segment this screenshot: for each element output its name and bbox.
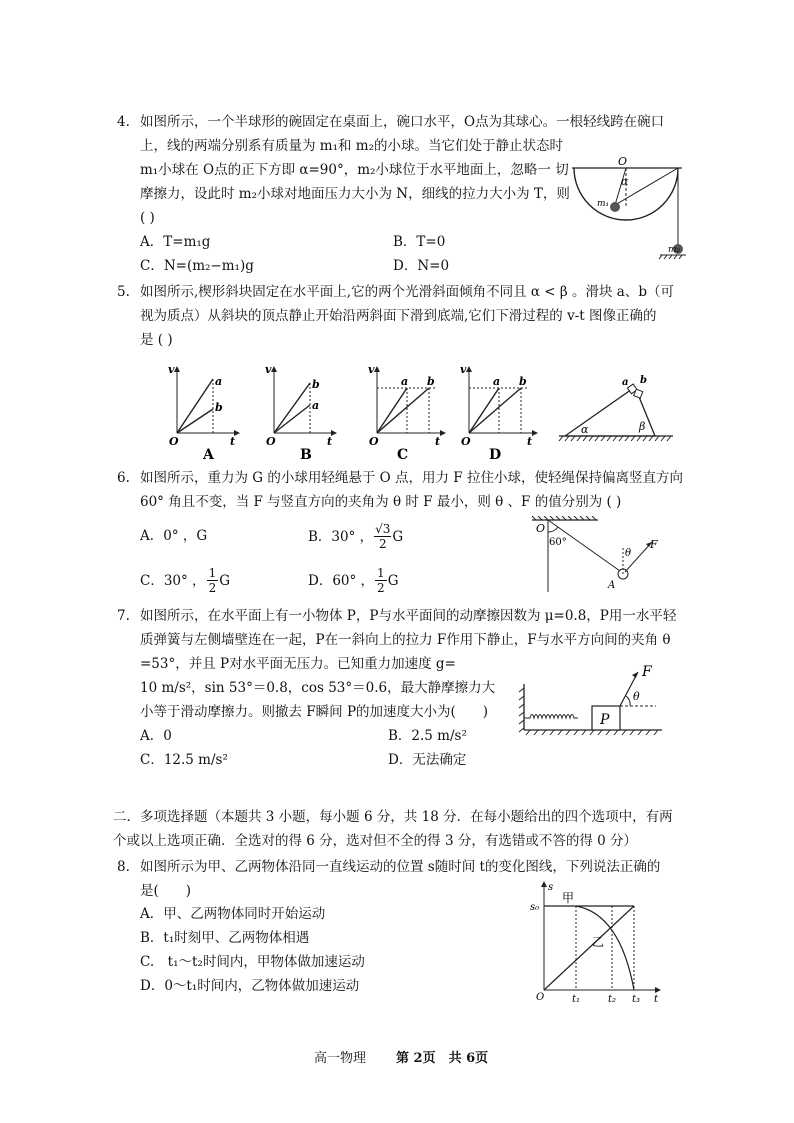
section-2-heading: 二．多项选择题（本题共 3 小题，每小题 6 分，共 18 分．在每小题给出的四个选项中，有两 个或以上选项正确．全选对的得 6 分，选对但不全的得 3 分，有选错或不答的得 0 分）	[113, 809, 673, 849]
q7-option-c[interactable]: C．12.5 m/s²	[140, 752, 228, 768]
svg-text:v: v	[168, 363, 175, 376]
svg-text:t: t	[230, 435, 236, 448]
svg-text:a: a	[622, 377, 629, 388]
question-4-text: 如图所示，一个半球形的碗固定在桌面上，碗口水平，O点为其球心。一根轻线跨在碗口 上，线的两端分别系有质量为 m₁和 m₂的小球。当它们处于静止状态时 m₁小球在 O点的正下方即 α=90°，m₂小球位于水平地面上，忽略一 切 摩擦力，设此时 m₂小球对地面压力大小为 N，细线的拉力大小为 T，则 ( )	[140, 114, 665, 226]
svg-text:b: b	[640, 375, 647, 386]
svg-text:a: a	[493, 375, 501, 388]
svg-text:s: s	[548, 882, 554, 893]
svg-text:b: b	[215, 401, 223, 414]
q8-option-b[interactable]: B．t₁时刻甲、乙两物体相遇	[140, 930, 310, 946]
q4-option-d[interactable]: D．N=0	[393, 258, 450, 274]
svg-text:α: α	[581, 423, 589, 436]
question-5-number: 5.	[117, 284, 130, 300]
svg-text:O: O	[369, 435, 379, 448]
svg-text:O: O	[536, 992, 545, 1003]
q4-option-a[interactable]: A．T=m₁g	[140, 234, 211, 250]
question-6-text: 如图所示，重力为 G 的小球用轻绳悬于 O 点，用力 F 拉住小球，使轻绳保持偏离竖直方向 60° 角且不变，当 F 与竖直方向的夹角为 θ 时 F 最小，则 θ 、F 的值分别为 ( )	[140, 470, 683, 510]
svg-text:a: a	[312, 399, 320, 412]
svg-text:t: t	[327, 435, 333, 448]
svg-text:θ: θ	[625, 548, 632, 559]
svg-text:v: v	[460, 363, 467, 376]
q8-st-graph	[528, 878, 668, 1004]
svg-text:B: B	[300, 447, 312, 463]
question-4-number: 4.	[117, 114, 130, 130]
graph-a[interactable]	[168, 363, 239, 463]
question-8-number: 8.	[117, 859, 130, 875]
q6-option-b[interactable]: B．30° ， √3 2 G	[308, 522, 404, 551]
svg-text:D: D	[489, 447, 502, 463]
svg-text:t₂: t₂	[608, 994, 617, 1004]
svg-text:b: b	[519, 375, 527, 388]
footer-subject: 高一物理	[314, 1051, 367, 1066]
svg-text:F: F	[650, 538, 658, 551]
svg-text:b: b	[427, 375, 435, 388]
q4-option-c[interactable]: C．N=(m₂−m₁)g	[140, 258, 254, 274]
svg-text:s₀: s₀	[530, 902, 540, 913]
q8-option-a[interactable]: A．甲、乙两物体同时开始运动	[140, 906, 326, 922]
svg-text:O: O	[169, 435, 179, 448]
q6-option-a[interactable]: A．0° ，G	[140, 528, 208, 544]
svg-text:m₁: m₁	[597, 199, 610, 209]
question-7-number: 7.	[117, 608, 130, 624]
graph-c[interactable]	[368, 363, 445, 463]
svg-text:O: O	[266, 435, 276, 448]
q5-vt-graphs	[165, 363, 685, 463]
svg-text:m₂: m₂	[668, 245, 681, 255]
svg-text:a: a	[215, 375, 223, 388]
q8-option-d[interactable]: D．0～t₁时间内，乙物体做加速运动	[140, 978, 360, 994]
q6-option-c[interactable]: C．30° ， 1 2 G	[140, 566, 230, 595]
svg-text:甲: 甲	[562, 891, 575, 905]
question-6-number: 6.	[117, 470, 130, 486]
svg-text:60°: 60°	[549, 537, 567, 548]
footer-page-number: 第 2页 共 6页	[396, 1051, 489, 1066]
q7-option-b[interactable]: B．2.5 m/s²	[388, 728, 467, 744]
svg-text:O: O	[536, 522, 546, 535]
label-O: O	[618, 155, 628, 168]
q4-option-b[interactable]: B．T=0	[393, 234, 446, 250]
svg-text:t₃: t₃	[632, 994, 641, 1004]
graph-d[interactable]	[460, 363, 537, 463]
svg-text:乙: 乙	[592, 935, 605, 949]
svg-text:t: t	[654, 994, 659, 1004]
svg-text:θ: θ	[633, 690, 640, 703]
q6-pendulum-figure	[528, 516, 666, 598]
q7-option-a[interactable]: A．0	[140, 728, 172, 744]
question-8-text: 如图所示为甲、乙两物体沿同一直线运动的位置 s随时间 t的变化图线，下列说法正确的 是( )	[140, 859, 661, 899]
svg-text:C: C	[397, 447, 409, 463]
svg-text:α: α	[621, 175, 629, 188]
svg-text:A: A	[203, 447, 214, 463]
q7-option-d[interactable]: D．无法确定	[388, 752, 467, 768]
graph-b[interactable]	[265, 363, 336, 463]
svg-text:A: A	[608, 580, 616, 591]
svg-text:b: b	[312, 378, 320, 391]
svg-text:P: P	[600, 712, 610, 728]
q5-wedge-figure	[559, 375, 673, 441]
svg-text:O: O	[461, 435, 471, 448]
question-5-text: 如图所示,楔形斜块固定在水平面上,它的两个光滑斜面倾角不同且 α < β 。滑块 a、b（可 视为质点）从斜块的顶点静止开始沿两斜面下滑到底端,它们下滑过程的 v-t 图像正确的 是 ( )	[140, 284, 674, 348]
svg-text:t: t	[435, 435, 441, 448]
q7-spring-figure	[516, 662, 666, 738]
svg-text:F: F	[642, 664, 652, 680]
svg-text:β: β	[639, 420, 646, 433]
svg-text:t: t	[527, 435, 533, 448]
svg-text:t₁: t₁	[572, 994, 581, 1004]
svg-text:v: v	[265, 363, 272, 376]
svg-text:a: a	[401, 375, 409, 388]
q8-option-c[interactable]: C. t₁～t₂时间内，甲物体做加速运动	[140, 954, 365, 970]
m1-ball	[610, 202, 620, 212]
svg-text:v: v	[368, 363, 375, 376]
question-7-text: 如图所示，在水平面上有一小物体 P，P与水平面间的动摩擦因数为 μ=0.8，P用一水平轻 质弹簧与左侧墙壁连在一起，P在一斜向上的拉力 F作用下静止，F与水平方向间的夹角 θ =53°，并且 P对水平面无压力。已知重力加速度 g= 10 m/s²，sin 53°＝0.8，cos 53°＝0.6，最大静摩擦力大 小等于滑动摩擦力。则撤去 F瞬间 P的加速度大小为( )	[140, 608, 677, 720]
q6-option-d[interactable]: D．60° ， 1 2 G	[308, 566, 399, 595]
q4-bowl-figure	[568, 154, 686, 262]
